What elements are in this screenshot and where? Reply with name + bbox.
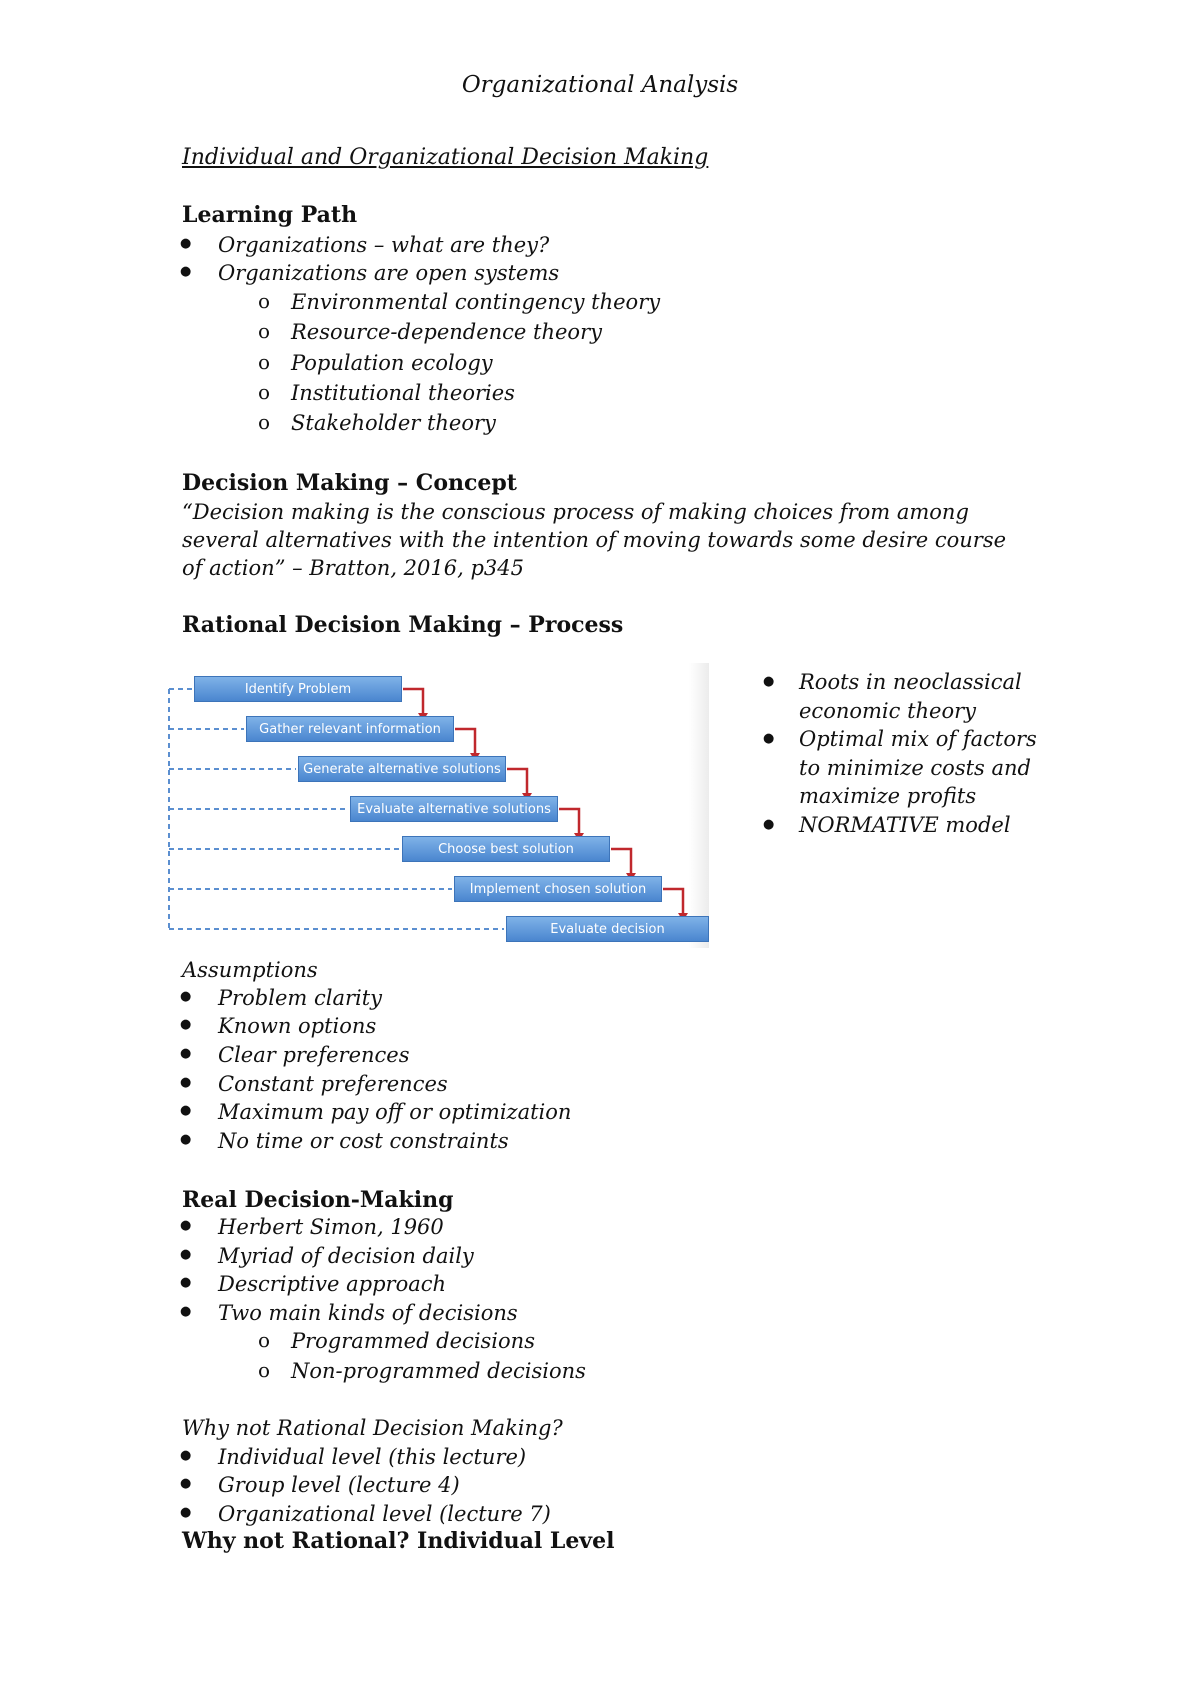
- step-generate-alternatives: Generate alternative solutions: [298, 756, 506, 782]
- list-item: ● Organizational level (lecture 7): [218, 1502, 551, 1526]
- step-evaluate-alternatives: Evaluate alternative solutions: [350, 796, 558, 822]
- sub-list-item: o Population ecology: [291, 351, 493, 375]
- list-item: ● Individual level (this lecture): [218, 1445, 526, 1469]
- step-choose-solution: Choose best solution: [402, 836, 610, 862]
- list-item: ● Herbert Simon, 1960: [218, 1215, 444, 1239]
- step-identify-problem: Identify Problem: [194, 676, 402, 702]
- list-item: ● Problem clarity: [218, 986, 382, 1010]
- sub-list-item: o Programmed decisions: [291, 1329, 535, 1353]
- rational-process-diagram: [166, 663, 709, 948]
- side-point: ● NORMATIVE model: [799, 811, 1039, 840]
- individual-level-heading: Why not Rational? Individual Level: [182, 1528, 615, 1554]
- assumptions-heading: Assumptions: [182, 958, 318, 982]
- list-item: ● Organizations – what are they?: [218, 233, 549, 257]
- list-item: ● Group level (lecture 4): [218, 1473, 460, 1497]
- list-item: ● Clear preferences: [218, 1043, 410, 1067]
- list-item: ● Myriad of decision daily: [218, 1244, 474, 1268]
- step-evaluate-decision: Evaluate decision: [506, 916, 709, 942]
- why-not-heading: Why not Rational Decision Making?: [182, 1416, 563, 1440]
- list-item: ● Maximum pay off or optimization: [218, 1100, 571, 1124]
- step-implement-solution: Implement chosen solution: [454, 876, 662, 902]
- list-item: ● Organizations are open systems: [218, 261, 559, 285]
- document-header: Organizational Analysis: [461, 72, 739, 98]
- concept-heading: Decision Making – Concept: [182, 470, 517, 496]
- sub-list-item: o Stakeholder theory: [291, 411, 496, 435]
- list-item: ● Constant preferences: [218, 1072, 448, 1096]
- rational-heading: Rational Decision Making – Process: [182, 612, 624, 638]
- document-subtitle: Individual and Organizational Decision Making: [182, 145, 709, 170]
- sub-list-item: o Institutional theories: [291, 381, 515, 405]
- list-item: ● Descriptive approach: [218, 1272, 446, 1296]
- list-item: ● Two main kinds of decisions: [218, 1301, 518, 1325]
- sub-list-item: o Resource-dependence theory: [291, 320, 602, 344]
- real-heading: Real Decision-Making: [182, 1187, 454, 1213]
- step-gather-information: Gather relevant information: [246, 716, 454, 742]
- sub-list-item: o Non-programmed decisions: [291, 1359, 586, 1383]
- side-point: ● Roots in neoclassical economic theory: [799, 668, 1039, 725]
- concept-quote: “Decision making is the conscious process of making choices from among several alternatives with the intention of moving towards some desire course of action” – Bratton, 2016, p345: [182, 500, 1007, 580]
- list-item: ● Known options: [218, 1014, 376, 1038]
- rational-side-points: [799, 668, 1039, 839]
- list-item: ● No time or cost constraints: [218, 1129, 509, 1153]
- side-point: ● Optimal mix of factors to minimize costs and maximize profits: [799, 725, 1039, 811]
- learning-path-heading: Learning Path: [182, 202, 358, 228]
- sub-list-item: o Environmental contingency theory: [291, 290, 660, 314]
